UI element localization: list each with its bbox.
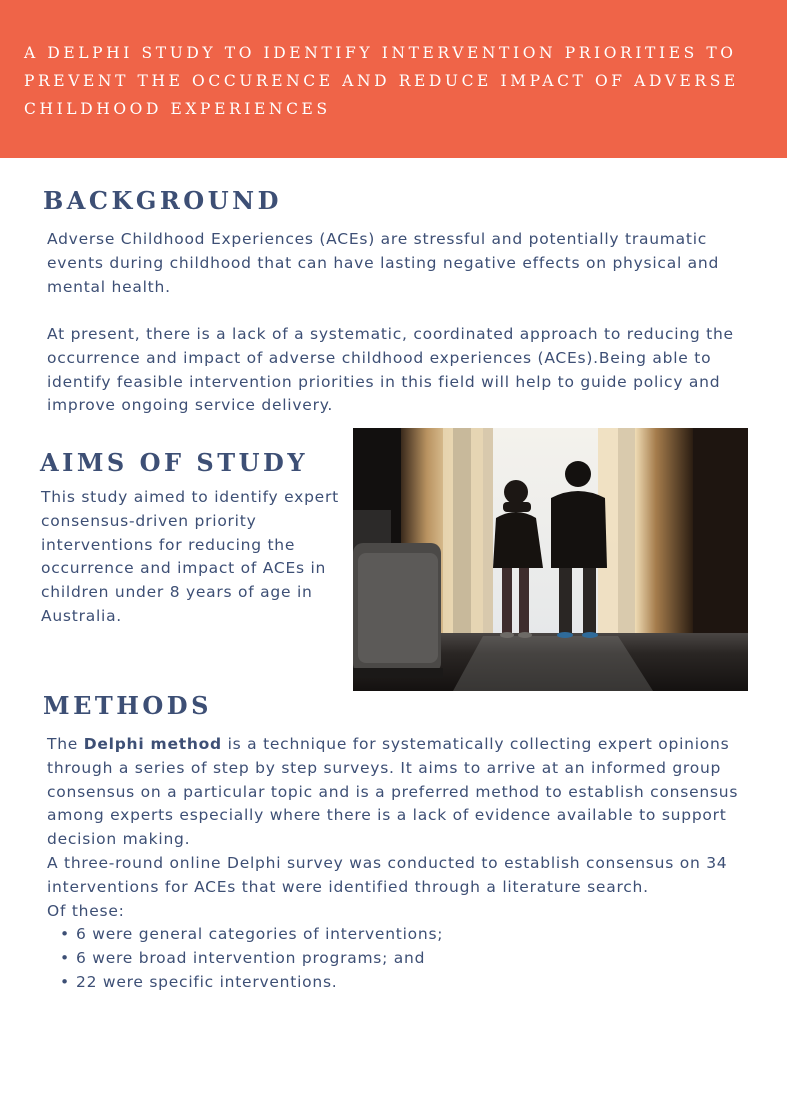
methods-heading: METHODS bbox=[43, 691, 212, 720]
document-title: A DELPHI STUDY TO IDENTIFY INTERVENTION PRIORITIES TO PREVENT THE OCCURENCE AND REDUCE IMPACT OF ADVERSE CHILDHOOD EXPERIENCES bbox=[24, 44, 739, 118]
header-banner bbox=[0, 0, 787, 158]
list-item bbox=[47, 971, 443, 995]
methods-p1-suffix: is a technique for systematically collecting expert opinions through a series of step by step surveys. It aims to arrive at an informed group consensus on a particular topic and is a preferred method to establish consensus among experts especially where there is a lack of evidence available to support decision making. bbox=[47, 735, 739, 849]
delphi-method-term: Delphi method bbox=[83, 735, 222, 753]
methods-paragraph-1 bbox=[47, 733, 767, 852]
background-heading: BACKGROUND bbox=[43, 186, 282, 215]
children-at-window-photo bbox=[353, 428, 748, 691]
methods-paragraph-2: A three-round online Delphi survey was conducted to establish consensus on 34 interventions for ACEs that were identified through a literature search. bbox=[47, 854, 728, 896]
list-item-text: 6 were general categories of interventions; bbox=[76, 925, 444, 943]
interventions-list bbox=[47, 923, 443, 994]
methods-p1-prefix: The bbox=[47, 735, 84, 753]
list-item-text: 6 were broad intervention programs; and bbox=[76, 948, 426, 967]
list-item bbox=[47, 923, 443, 947]
aims-heading: AIMS OF STUDY bbox=[40, 448, 308, 477]
list-item bbox=[47, 947, 443, 971]
background-paragraph-1: Adverse Childhood Experiences (ACEs) are stressful and potentially traumatic events during childhood that can have lasting negative effects on physical and mental health. bbox=[47, 230, 720, 296]
list-item-text: 22 were specific interventions. bbox=[76, 972, 338, 991]
background-paragraph-2: At present, there is a lack of a systematic, coordinated approach to reducing the occurrence and impact of adverse childhood experiences (ACEs).Being able to identify feasible intervention priorities in this field will help to guide policy and improve ongoing service delivery. bbox=[47, 325, 734, 415]
methods-paragraph-3: Of these: bbox=[47, 902, 125, 920]
aims-paragraph: This study aimed to identify expert consensus-driven priority interventions for reducing the occurrence and impact of ACEs in children under 8 years of age in Australia. bbox=[41, 488, 339, 625]
